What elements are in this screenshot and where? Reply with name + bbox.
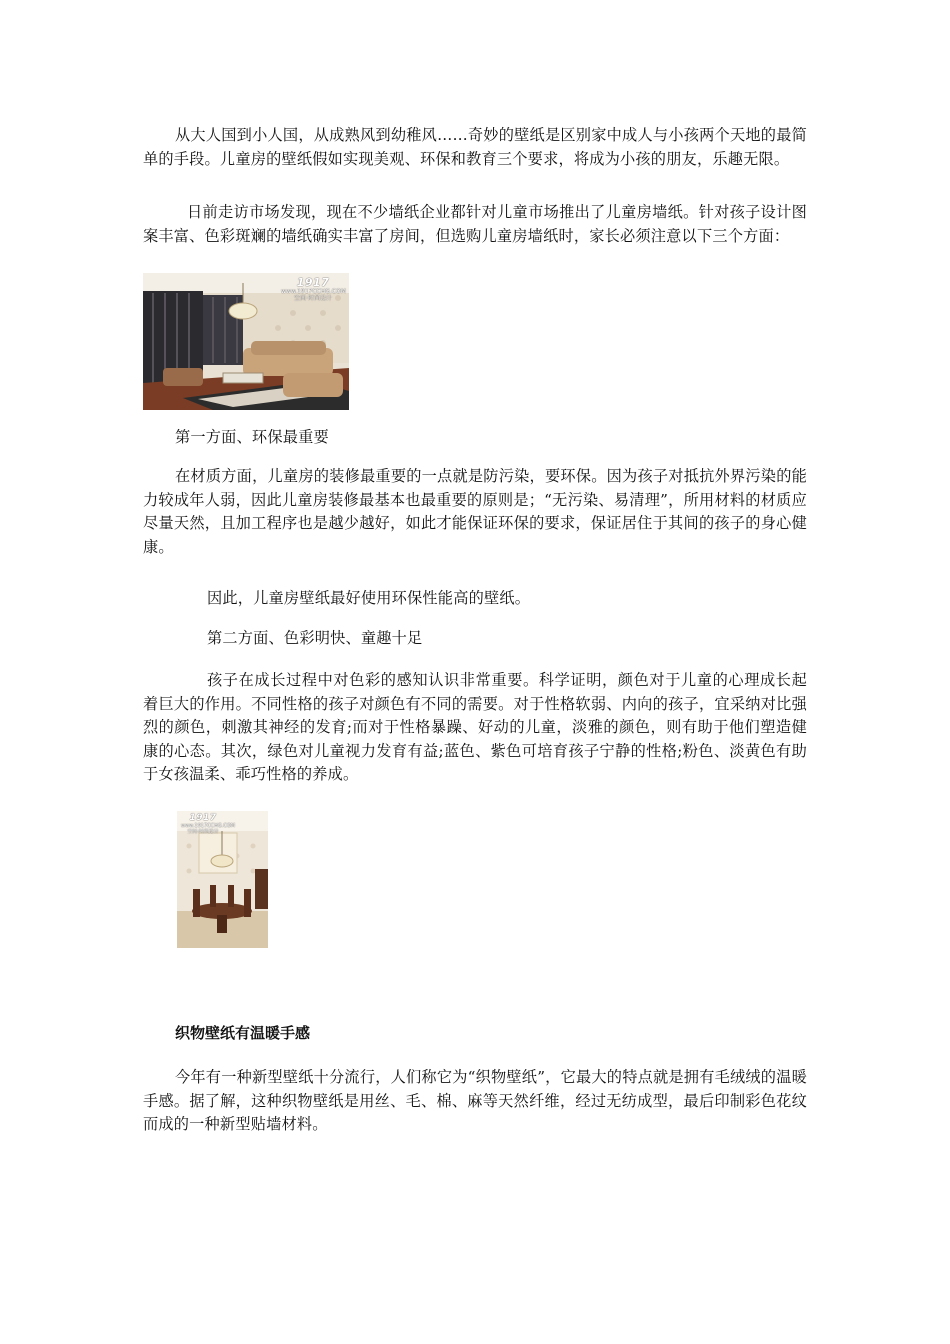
intro-paragraph-1: 从大人国到小人国，从成熟风到幼稚风……奇妙的壁纸是区别家中成人与小孩两个天地的最简单的手段。儿童房的壁纸假如实现美观、环保和教育三个要求，将成为小孩的朋友，乐趣无限。 [143,126,807,168]
living-room-photo [143,273,349,410]
fabric-wallpaper-body: 今年有一种新型壁纸十分流行，人们称它为“织物壁纸”，它最大的特点就是拥有毛绒绒的温暖手感。据了解，这种织物壁纸是用丝、毛、棉、麻等天然纤维，经过无纺成型，最后印制彩色花纹而成的一种新型贴墙材料。 [143,1068,807,1133]
section-1-conclusion: 因此，儿童房壁纸最好使用环保性能高的壁纸。 [207,589,531,607]
watermark-subtitle: 空间·时尚设计 [294,295,332,302]
intro-paragraph-2: 日前走访市场发现，现在不少墙纸企业都针对儿童市场推出了儿童房墙纸。针对孩子设计图案丰富、色彩斑斓的墙纸确实丰富了房间，但选购儿童房墙纸时，家长必须注意以下三个方面： [143,203,807,245]
living-room-watermark [281,277,345,302]
watermark-subtitle: 空间·时尚设计 [187,829,219,835]
section-2-title: 第二方面、色彩明快、童趣十足 [207,629,423,647]
watermark-logo: 1917 [296,276,330,289]
fabric-wallpaper-heading: 织物壁纸有温暖手感 [175,1024,311,1042]
watermark-url: www.1917CCHG.COM [181,823,236,829]
section-1-title: 第一方面、环保最重要 [175,428,329,446]
dining-room-photo [177,811,268,948]
section-1-body: 在材质方面，儿童房的装修最重要的一点就是防污染，要环保。因为孩子对抵抗外界污染的能力较成年人弱，因此儿童房装修最基本也最重要的原则是；“无污染、易清理”，所用材料的材质应尽量天然，且加工程序也是越少越好，如此才能保证环保的要求，保证居住于其间的孩子的身心健康。 [143,467,807,556]
section-2-body: 孩子在成长过程中对色彩的感知认识非常重要。科学证明，颜色对于儿童的心理成长起着巨大的作用。不同性格的孩子对颜色有不同的需要。对于性格软弱、内向的孩子，宜采纳对比强烈的颜色，刺激其神经的发育;而对于性格暴躁、好动的儿童，淡雅的颜色，则有助于他们塑造健康的心态。其次，绿色对儿童视力发育有益;蓝色、紫色可培育孩子宁静的性格;粉色、淡黄色有助于女孩温柔、乖巧性格的养成。 [143,671,807,783]
watermark-url: www.1917CCHG.COM [281,288,346,295]
watermark-logo: 1917 [189,813,217,823]
dining-room-watermark [181,813,236,835]
